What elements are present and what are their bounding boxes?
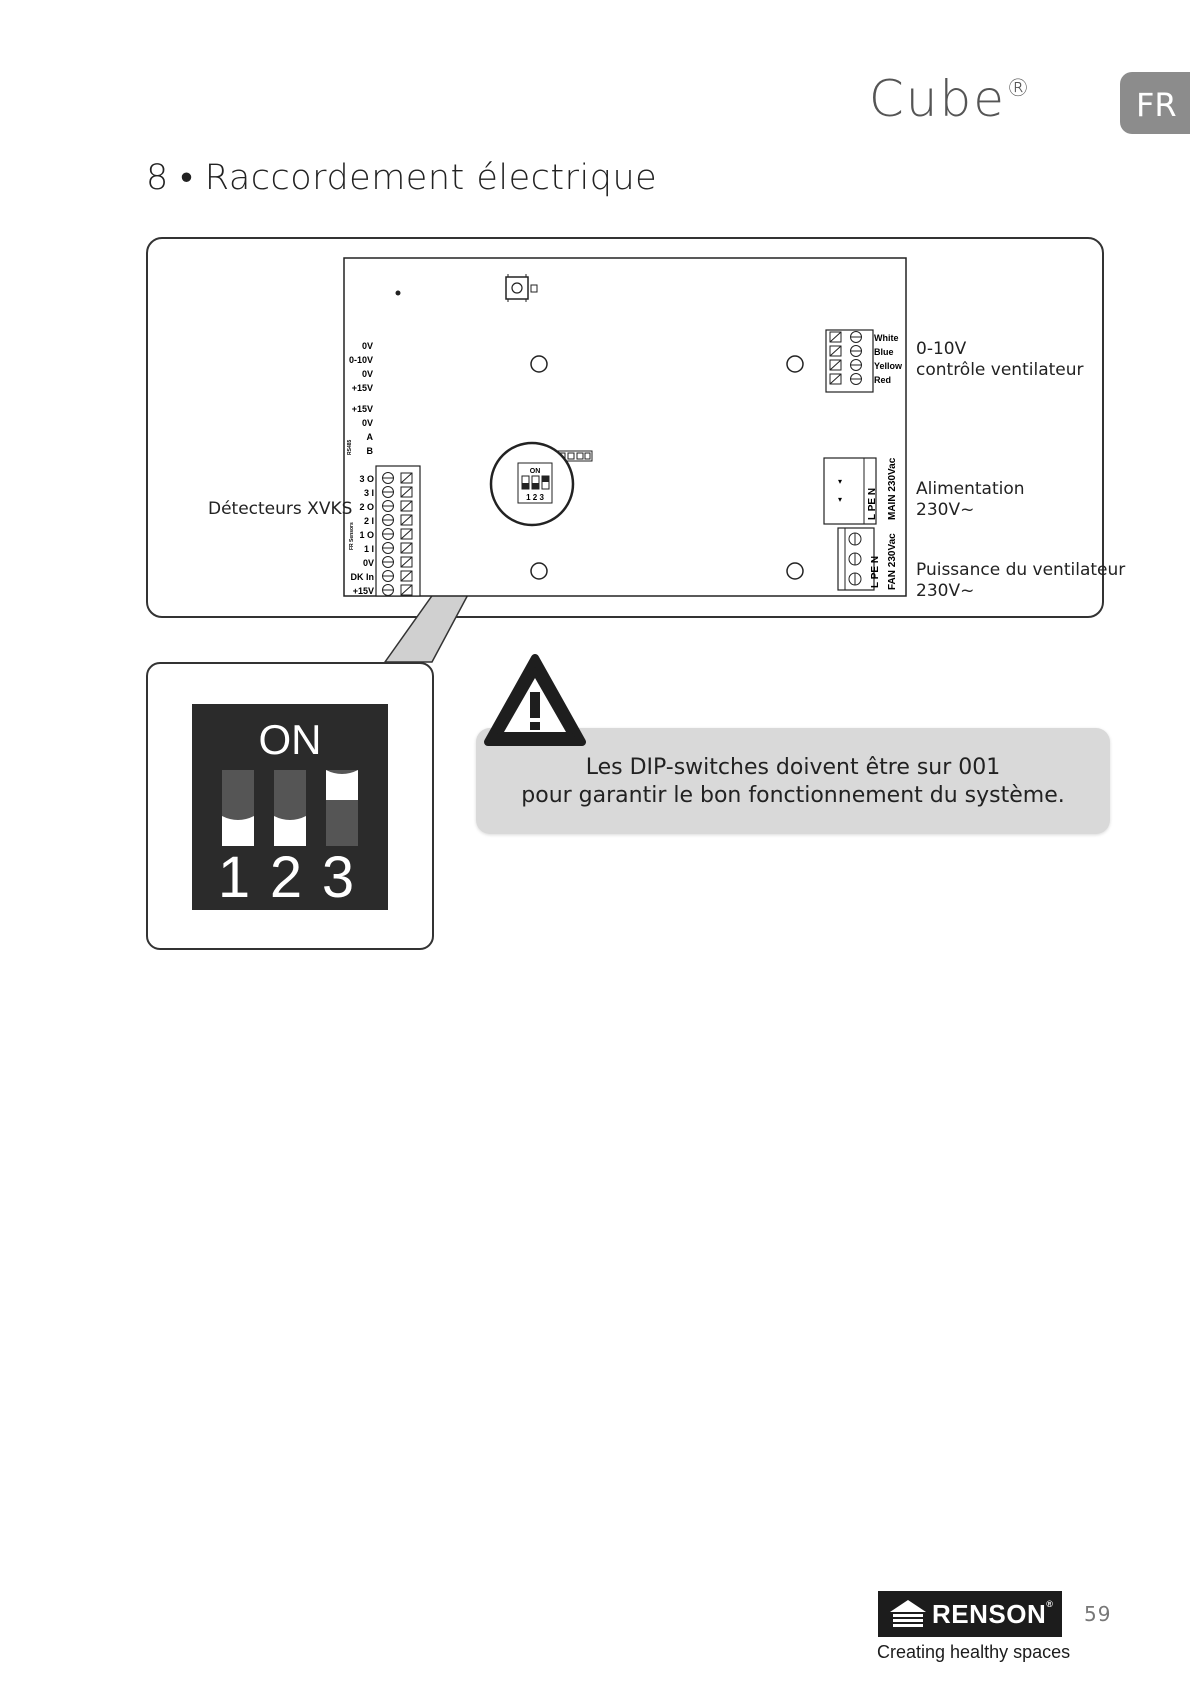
logo-text: RENSON bbox=[932, 1599, 1047, 1629]
wire-color-label: Yellow bbox=[874, 361, 903, 371]
registered-mark: ® bbox=[1006, 74, 1032, 102]
dip-switch-3-lever bbox=[326, 770, 358, 800]
power-supply-label bbox=[916, 479, 1025, 521]
mounting-hole bbox=[787, 563, 803, 579]
sensor-terminal-label: 2 I bbox=[363, 516, 374, 526]
warning-line2: pour garantir le bon fonctionnement du système. bbox=[521, 783, 1065, 808]
wire-color-label: Red bbox=[874, 375, 892, 385]
terminal-label: 0V bbox=[361, 341, 373, 351]
language-tab: FR bbox=[1120, 72, 1190, 134]
main-230vac-label: MAIN 230Vac bbox=[887, 457, 898, 520]
page-number: 59 bbox=[1084, 1602, 1112, 1626]
small-dip-numbers: 1 2 3 bbox=[526, 493, 544, 502]
power-label-line2: 230V~ bbox=[916, 500, 975, 520]
dip-switch-panel bbox=[192, 704, 388, 910]
dip-number-1: 1 bbox=[217, 845, 251, 910]
terminal-label: +15V bbox=[351, 383, 373, 393]
terminal-label: 0V bbox=[361, 418, 373, 428]
sensor-terminal-label: DK In bbox=[350, 572, 374, 582]
mounting-hole bbox=[787, 356, 803, 372]
sensor-terminal-label: 2 O bbox=[359, 502, 374, 512]
control-label-line1: 0-10V bbox=[916, 339, 967, 359]
pcb-dot bbox=[396, 291, 401, 296]
dip-on-label: ON bbox=[258, 716, 322, 763]
wire-color-label: White bbox=[874, 333, 899, 343]
house-icon bbox=[890, 1600, 930, 1630]
section-title: 8 • Raccordement électrique bbox=[146, 158, 658, 198]
tagline: Creating healthy spaces bbox=[877, 1642, 1071, 1662]
svg-text:▾: ▾ bbox=[838, 477, 843, 486]
terminal-label: 0-10V bbox=[348, 355, 373, 365]
wire-color-label: Blue bbox=[874, 347, 894, 357]
fan-power-connector bbox=[838, 528, 898, 590]
dip-switch-2-lever bbox=[274, 816, 306, 846]
renson-wordmark bbox=[932, 1599, 1053, 1630]
brand-name: Cube bbox=[868, 70, 1006, 128]
dip-number-3: 3 bbox=[321, 845, 355, 910]
control-label-line2: contrôle ventilateur bbox=[916, 360, 1084, 380]
dip-number-2: 2 bbox=[269, 845, 303, 910]
renson-logo bbox=[878, 1591, 1062, 1637]
terminal-label: A bbox=[366, 432, 373, 442]
warning-text bbox=[476, 754, 1110, 810]
sensor-terminal-label: 3 I bbox=[363, 488, 374, 498]
pcb-push-button bbox=[506, 277, 528, 299]
rs485-label: RS485 bbox=[347, 439, 353, 455]
terminal-label: +15V bbox=[351, 404, 373, 414]
small-dip-on-label: ON bbox=[529, 468, 541, 475]
terminal-label: B bbox=[366, 446, 373, 456]
power-label-line1: Alimentation bbox=[916, 479, 1025, 499]
xvks-detectors-label: Détecteurs XVKS bbox=[208, 499, 353, 519]
fan-label-line1: Puissance du ventilateur bbox=[916, 560, 1126, 580]
mounting-hole bbox=[531, 563, 547, 579]
fan-230vac-label: FAN 230Vac bbox=[887, 533, 898, 590]
sensor-terminal-label: +15V bbox=[352, 586, 374, 596]
warning-line1: Les DIP-switches doivent être sur 001 bbox=[585, 755, 1001, 780]
sensor-terminal-label: 0V bbox=[362, 558, 374, 568]
mounting-hole bbox=[531, 356, 547, 372]
warning-triangle-icon bbox=[478, 650, 598, 750]
fan-power-label bbox=[916, 560, 1125, 602]
pcb-board bbox=[344, 258, 906, 596]
sensor-terminal-label: 1 O bbox=[359, 530, 374, 540]
main-pins-label: L PE N bbox=[867, 487, 878, 520]
fan-label-line2: 230V~ bbox=[916, 581, 975, 601]
logo-registered-mark: ® bbox=[1046, 1599, 1054, 1609]
sensor-terminal-label: 3 O bbox=[359, 474, 374, 484]
svg-text:▾: ▾ bbox=[838, 495, 843, 504]
sensor-terminal-label: 1 I bbox=[363, 544, 374, 554]
main-power-connector bbox=[824, 457, 898, 524]
fan-pins-label: L PE N bbox=[870, 555, 881, 588]
dip-switch-1-lever bbox=[222, 816, 254, 846]
fr-sensors-label: FR Sensors bbox=[349, 522, 355, 550]
control-label bbox=[916, 339, 1084, 381]
terminal-label: 0V bbox=[361, 369, 373, 379]
